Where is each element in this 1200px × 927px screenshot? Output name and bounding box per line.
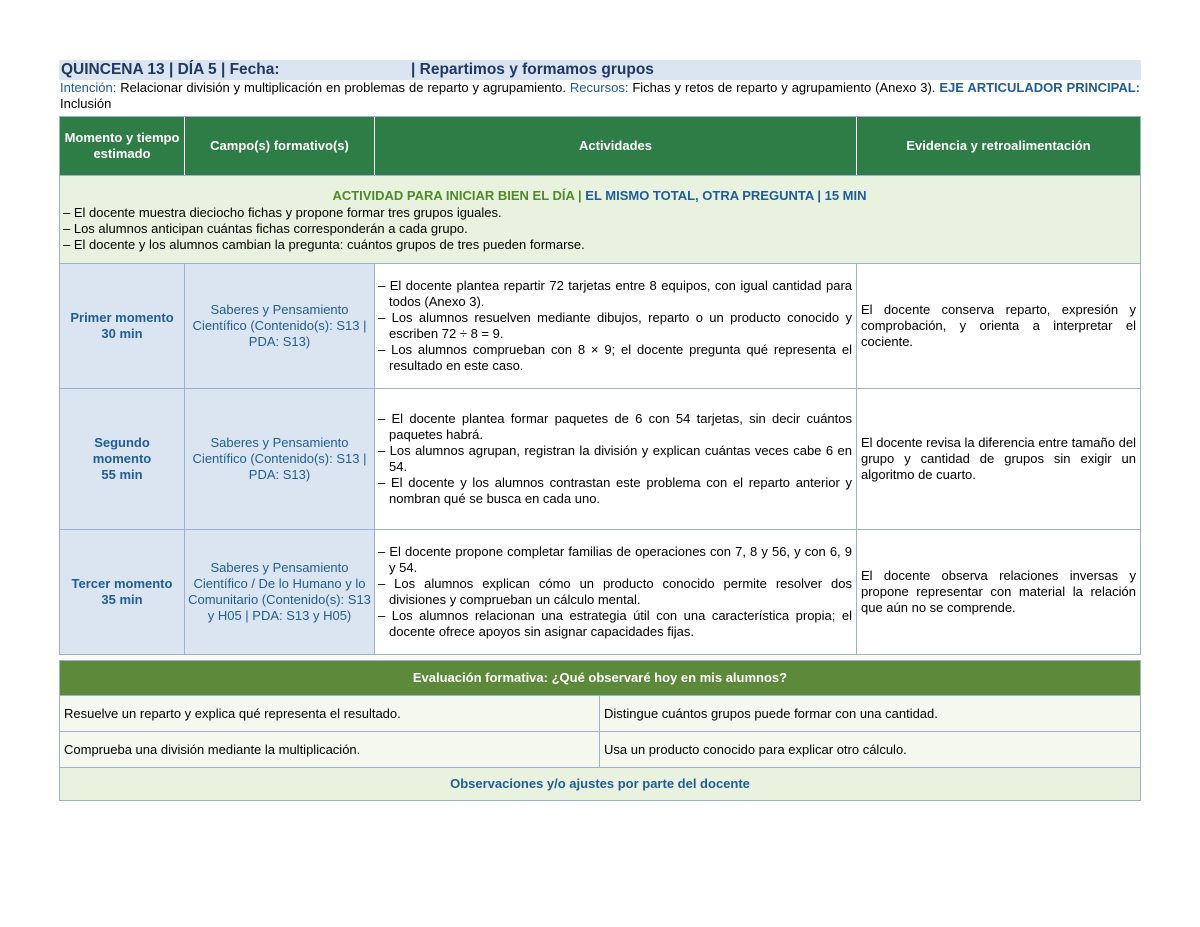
evaluation-item: Usa un producto conocido para explicar otro cálculo. xyxy=(604,742,907,757)
table-row xyxy=(60,263,1140,388)
activity-item: – Los alumnos agrupan, registran la división y explican cuántas veces cabe 6 en 54. xyxy=(378,443,852,474)
header-evidence: Evidencia y retroalimentación xyxy=(906,138,1091,153)
header-field: Campo(s) formativo(s) xyxy=(185,117,375,175)
title-bar xyxy=(59,60,1141,80)
evaluation-row xyxy=(60,731,1140,767)
table-header xyxy=(60,117,1140,175)
evaluation-item: Distingue cuántos grupos puede formar con una cantidad. xyxy=(604,706,938,721)
evaluation-title: Evaluación formativa: ¿Qué observaré hoy en mis alumnos? xyxy=(60,661,1140,695)
intent-text: Relacionar división y multiplicación en problemas de reparto y agrupamiento. xyxy=(116,80,570,95)
activity-item: – El docente propone completar familias de operaciones con 7, 8 y 56, y con 6, 9 y 54. xyxy=(378,544,852,575)
lesson-title: | Repartimos y formamos grupos xyxy=(411,61,654,78)
activities-cell xyxy=(375,264,857,388)
activity-item: – Los alumnos comprueban con 8 × 9; el docente pregunta qué representa el resultado en este caso. xyxy=(378,342,852,373)
header-moment: Momento y tiempo estimado xyxy=(60,117,185,175)
field-cell: Saberes y Pensamiento Científico (Contenido(s): S13 | PDA: S13) xyxy=(185,389,375,529)
moment-cell xyxy=(60,264,185,388)
moment-time: 30 min xyxy=(101,326,143,341)
moment-time: 55 min xyxy=(101,467,143,482)
evaluation-row xyxy=(60,695,1140,731)
moment-cell xyxy=(60,389,185,529)
field-cell: Saberes y Pensamiento Científico (Contenido(s): S13 | PDA: S13) xyxy=(185,264,375,388)
activity-item: – El docente plantea formar paquetes de 6 con 54 tarjetas, sin decir cuántos paquetes habrá. xyxy=(378,411,852,442)
warmup-section xyxy=(60,175,1140,263)
resources-label: Recursos: xyxy=(569,80,629,95)
intent-label: Intención: xyxy=(60,80,117,95)
table-row xyxy=(60,529,1140,654)
moment-time: 35 min xyxy=(101,592,143,607)
table-row xyxy=(60,388,1140,529)
lesson-plan-page xyxy=(59,60,1141,791)
header-activities: Actividades xyxy=(375,117,857,175)
evidence-cell: El docente observa relaciones inversas y propone representar con material la relación que aún no se comprende. xyxy=(861,568,1136,615)
warmup-item: – El docente muestra dieciocho fichas y propone formar tres grupos iguales. xyxy=(63,205,502,220)
field-cell: Saberes y Pensamiento Científico / De lo Humano y lo Comunitario (Contenido(s): S13 y H05 | PDA: S13 y H05) xyxy=(185,530,375,654)
activities-table xyxy=(59,116,1141,655)
warmup-item: – El docente y los alumnos cambian la pregunta: cuántos grupos de tres pueden formarse. xyxy=(63,237,585,252)
formative-evaluation-table xyxy=(59,660,1141,801)
activity-item: – El docente plantea repartir 72 tarjetas entre 8 equipos, con igual cantidad para todos (Anexo 3). xyxy=(378,278,852,309)
intent-paragraph xyxy=(59,80,1141,112)
evidence-cell: El docente revisa la diferencia entre tamaño del grupo y cantidad de grupos sin exigir un algoritmo de cuarto. xyxy=(861,435,1136,482)
axis-label: EJE ARTICULADOR PRINCIPAL: xyxy=(939,80,1140,95)
activities-cell xyxy=(375,389,857,529)
moment-name: Segundo momento xyxy=(92,435,152,466)
moment-name: Tercer momento xyxy=(71,576,173,591)
activity-item: – Los alumnos explican cómo un producto conocido permite resolver dos divisiones y comprueban un cálculo mental. xyxy=(378,576,852,607)
evidence-cell: El docente conserva reparto, expresión y comprobación, y orienta a interpretar el cociente. xyxy=(861,302,1136,349)
warmup-item: – Los alumnos anticipan cuántas fichas corresponderán a cada grupo. xyxy=(63,221,468,236)
evaluation-item: Resuelve un reparto y explica qué representa el resultado. xyxy=(60,696,600,731)
activity-item: – Los alumnos relacionan una estrategia útil con una característica propia; el docente ofrece apoyos sin asignar capacidades fijas. xyxy=(378,608,852,639)
session-header: QUINCENA 13 | DÍA 5 | Fecha: xyxy=(61,61,280,78)
teacher-observations: Observaciones y/o ajustes por parte del docente xyxy=(60,767,1140,800)
resources-text: Fichas y retos de reparto y agrupamiento (Anexo 3). xyxy=(628,80,940,95)
moment-cell xyxy=(60,530,185,654)
evaluation-item: Comprueba una división mediante la multiplicación. xyxy=(60,732,600,767)
warmup-title xyxy=(63,188,1136,204)
warmup-title-blue: EL MISMO TOTAL, OTRA PREGUNTA | 15 MIN xyxy=(581,188,867,203)
activities-cell xyxy=(375,530,857,654)
warmup-title-green: ACTIVIDAD PARA INICIAR BIEN EL DÍA | xyxy=(332,188,582,203)
axis-text: Inclusión xyxy=(60,96,112,111)
activity-item: – Los alumnos resuelven mediante dibujos, reparto o un producto conocido y escriben 72 ÷ 8 = 9. xyxy=(378,310,852,341)
activity-item: – El docente y los alumnos contrastan este problema con el reparto anterior y nombran qué se busca en cada uno. xyxy=(378,475,852,506)
moment-name: Primer momento xyxy=(70,310,174,325)
